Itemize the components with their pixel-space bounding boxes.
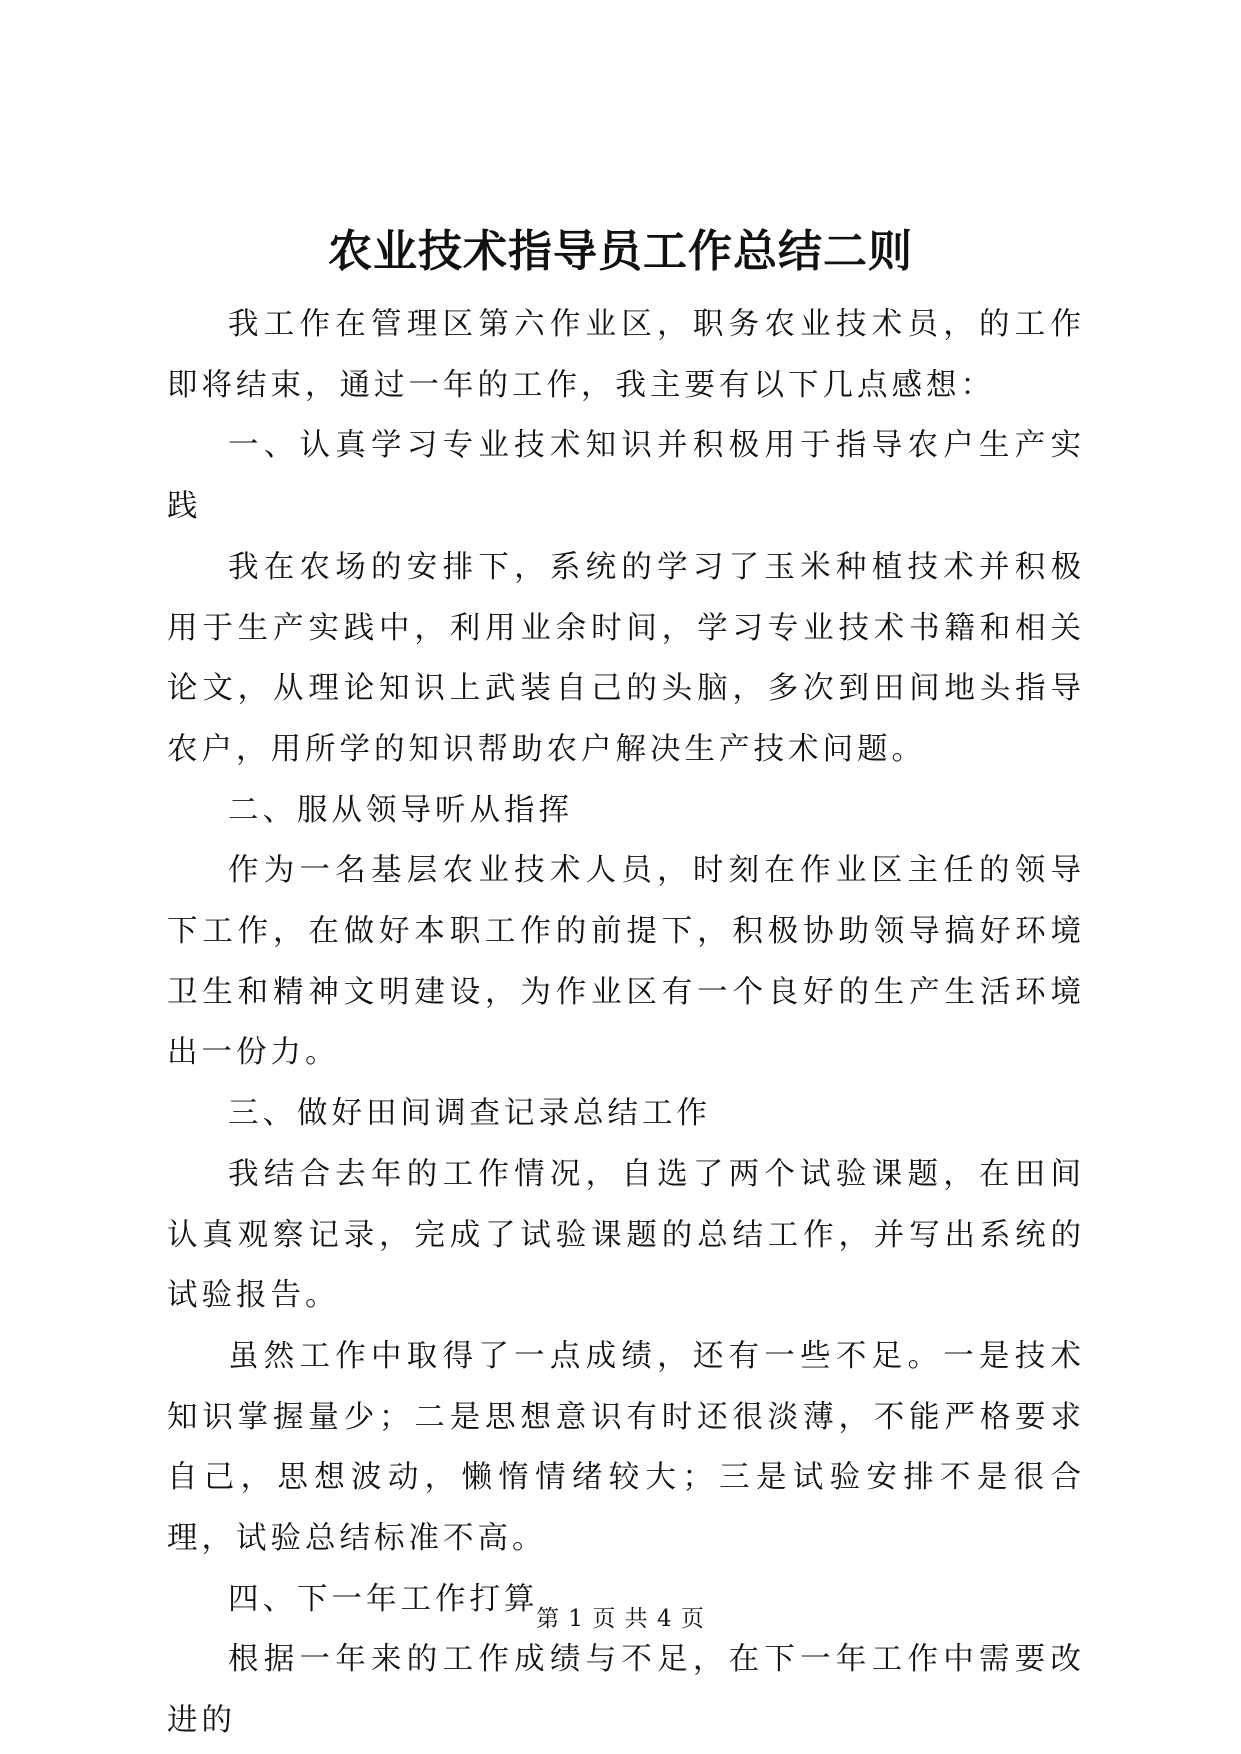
- document-body: [167, 295, 1085, 1752]
- paragraph-shortcomings: 虽然工作中取得了一点成绩，还有一些不足。一是技术知识掌握量少；二是思想意识有时还很淡薄，不能严格要求自己，思想波动，懒惰情绪较大；三是试验安排不是很合理，试验总结标准不高。: [167, 1338, 1085, 1557]
- section-heading-3: 三、做好田间调查记录总结工作: [228, 1096, 711, 1132]
- page-number-footer: 第 1 页 共 4 页: [536, 1606, 705, 1632]
- section-heading-2: 二、服从领导听从指挥: [228, 792, 573, 828]
- document-title: 农业技术指导员工作总结二则: [328, 226, 913, 277]
- paragraph-intro: 我工作在管理区第六作业区，职务农业技术员，的工作即将结束，通过一年的工作，我主要有以下几点感想：: [167, 307, 1085, 403]
- paragraph-leadership: 作为一名基层农业技术人员，时刻在作业区主任的领导下工作，在做好本职工作的前提下，积极协助领导搞好环境卫生和精神文明建设，为作业区有一个良好的生产生活环境出一份力。: [167, 853, 1085, 1071]
- paragraph-study: 我在农场的安排下，系统的学习了玉米种植技术并积极用于生产实践中，利用业余时间，学习专业技术书籍和相关论文，从理论知识上武装自己的头脑，多次到田间地头指导农户，用所学的知识帮助农户解决生产技术问题。: [167, 549, 1085, 767]
- section-heading-4: 四、下一年工作打算: [228, 1581, 539, 1617]
- section-heading-1: 一、认真学习专业技术知识并积极用于指导农户生产实践: [167, 428, 1085, 525]
- paragraph-field-survey: 我结合去年的工作情况，自选了两个试验课题，在田间认真观察记录，完成了试验课题的总结工作，并写出系统的试验报告。: [167, 1156, 1085, 1314]
- paragraph-next-year: 根据一年来的工作成绩与不足，在下一年工作中需要改进的: [167, 1642, 1085, 1739]
